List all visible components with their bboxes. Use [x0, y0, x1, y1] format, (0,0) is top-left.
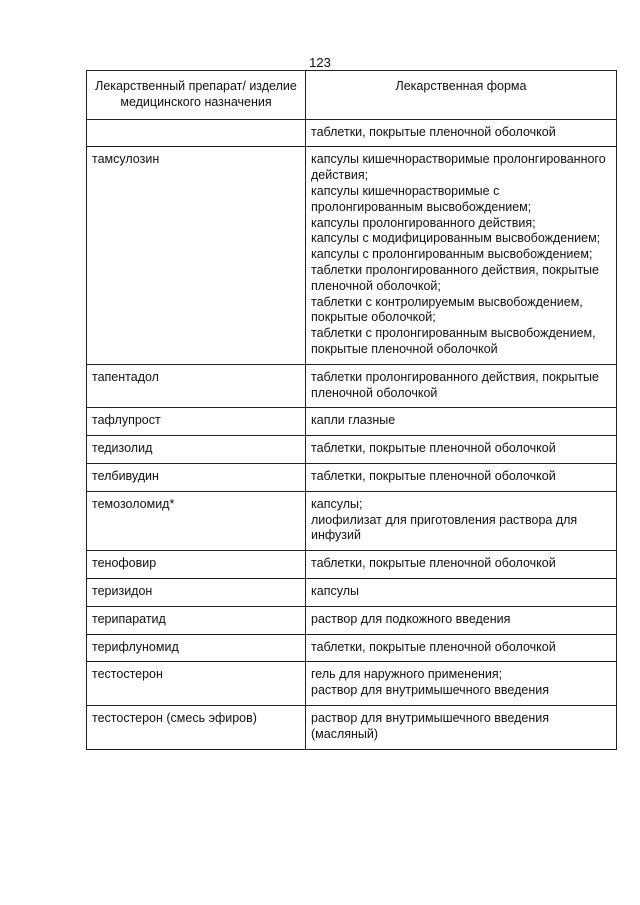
drug-name-cell — [87, 119, 306, 147]
dosage-form-cell — [306, 491, 617, 550]
dosage-form-cell — [306, 705, 617, 749]
table-row — [87, 364, 617, 408]
table-row — [87, 705, 617, 749]
dosage-form-line: капсулы; — [311, 496, 363, 511]
dosage-form-line: таблетки, покрытые пленочной оболочкой — [311, 556, 556, 571]
table-row — [87, 634, 617, 662]
drug-name-cell: тедизолид — [87, 436, 306, 464]
dosage-form-line: таблетки, покрытые пленочной оболочкой — [311, 639, 556, 654]
dosage-form-line: капсулы пролонгированного действия; — [311, 215, 536, 230]
dosage-form-line: таблетки, покрытые пленочной оболочкой — [311, 124, 556, 139]
dosage-form-line: капсулы с модифицированным высвобождением; — [311, 231, 601, 246]
drug-name-cell: телбивудин — [87, 463, 306, 491]
drug-table — [86, 70, 617, 750]
dosage-form-cell — [306, 551, 617, 579]
table-row — [87, 463, 617, 491]
table-row — [87, 662, 617, 706]
dosage-form-line: капсулы кишечнорастворимые пролонгированного действия; — [311, 152, 606, 183]
drug-name-cell: тестостерон (смесь эфиров) — [87, 705, 306, 749]
drug-name-cell: теризидон — [87, 578, 306, 606]
table-row — [87, 119, 617, 147]
dosage-form-line: раствор для подкожного введения — [311, 611, 511, 626]
dosage-form-line: таблетки пролонгированного действия, покрытые пленочной оболочкой — [311, 369, 599, 400]
dosage-form-line: таблетки пролонгированного действия, покрытые пленочной оболочкой; — [311, 262, 599, 293]
dosage-form-cell — [306, 436, 617, 464]
dosage-form-line: раствор для внутримышечного введения (масляный) — [311, 710, 549, 741]
dosage-form-line: капли глазные — [311, 413, 396, 428]
dosage-form-cell — [306, 408, 617, 436]
dosage-form-cell — [306, 662, 617, 706]
dosage-form-line: раствор для внутримышечного введения — [311, 683, 549, 698]
drug-name-cell: тестостерон — [87, 662, 306, 706]
dosage-form-cell — [306, 463, 617, 491]
table-row — [87, 578, 617, 606]
dosage-form-line: капсулы с пролонгированным высвобождением; — [311, 247, 593, 262]
table-body — [87, 119, 617, 749]
table-row — [87, 436, 617, 464]
table-row — [87, 408, 617, 436]
dosage-form-line: таблетки с пролонгированным высвобождением, покрытые пленочной оболочкой — [311, 326, 596, 356]
dosage-form-cell — [306, 119, 617, 147]
table-header-row — [87, 71, 617, 120]
dosage-form-cell — [306, 364, 617, 408]
header-form: Лекарственная форма — [306, 71, 617, 120]
dosage-form-cell — [306, 147, 617, 364]
table-row — [87, 551, 617, 579]
drug-name-cell: терифлуномид — [87, 634, 306, 662]
dosage-form-cell — [306, 578, 617, 606]
dosage-form-cell — [306, 634, 617, 662]
dosage-form-line: капсулы кишечнорастворимые с пролонгированным высвобождением; — [311, 183, 532, 214]
dosage-form-line: таблетки, покрытые пленочной оболочкой — [311, 468, 556, 483]
table-row — [87, 147, 617, 364]
dosage-form-line: таблетки, покрытые пленочной оболочкой — [311, 441, 556, 456]
dosage-form-line: таблетки с контролируемым высвобождением, покрытые оболочкой; — [311, 294, 583, 325]
dosage-form-line: гель для наружного применения; — [311, 667, 503, 682]
drug-name-cell: тапентадол — [87, 364, 306, 408]
drug-name-cell: терипаратид — [87, 606, 306, 634]
page-number: 123 — [309, 55, 331, 70]
drug-name-cell: темозоломид* — [87, 491, 306, 550]
dosage-form-line: капсулы — [311, 583, 359, 598]
table-row — [87, 491, 617, 550]
drug-name-cell: тафлупрост — [87, 408, 306, 436]
dosage-form-cell — [306, 606, 617, 634]
header-drug: Лекарственный препарат/ изделие медицинского назначения — [87, 71, 306, 120]
dosage-form-line: лиофилизат для приготовления раствора для инфузий — [311, 512, 578, 543]
table-row — [87, 606, 617, 634]
drug-name-cell: тамсулозин — [87, 147, 306, 364]
drug-name-cell: тенофовир — [87, 551, 306, 579]
